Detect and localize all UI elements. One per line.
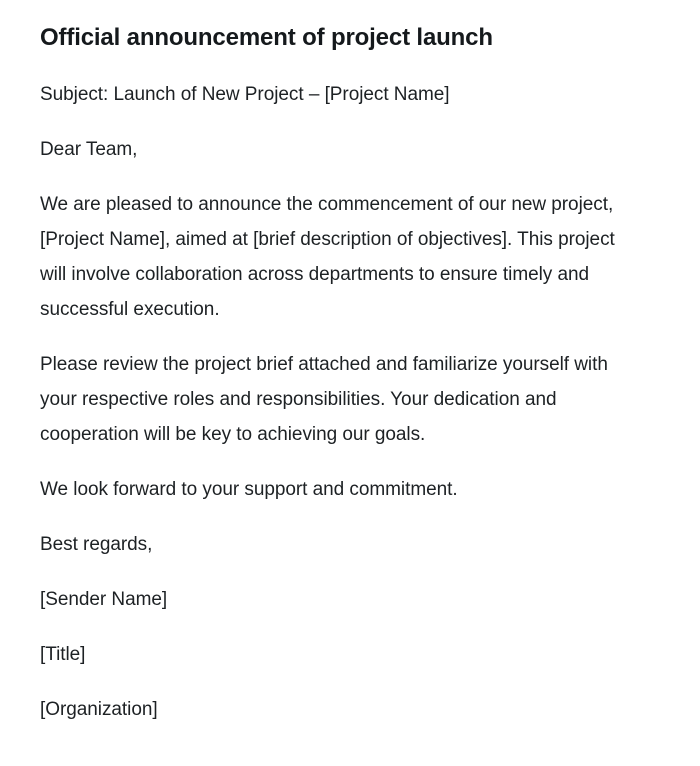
closing-line: Best regards, — [40, 534, 153, 555]
body-paragraph-1: We are pleased to announce the commencement of our new project, [Project Name], aimed at [brief description of objectives]. This project will involve collaboration across departments to ensure timely and successful execution. — [40, 194, 615, 320]
body-paragraph-2: Please review the project brief attached and familiarize yourself with your respective roles and responsibilities. Your dedication and cooperation will be key to achieving our goals. — [40, 354, 608, 445]
document-body — [40, 77, 640, 727]
subject-line: Subject: Launch of New Project – [Project Name] — [40, 84, 450, 105]
salutation: Dear Team, — [40, 139, 138, 160]
page-title: Official announcement of project launch — [40, 24, 493, 51]
signature-sender-name: [Sender Name] — [40, 589, 168, 610]
body-paragraph-3: We look forward to your support and commitment. — [40, 479, 458, 500]
signature-title: [Title] — [40, 644, 86, 665]
signature-organization: [Organization] — [40, 699, 158, 720]
